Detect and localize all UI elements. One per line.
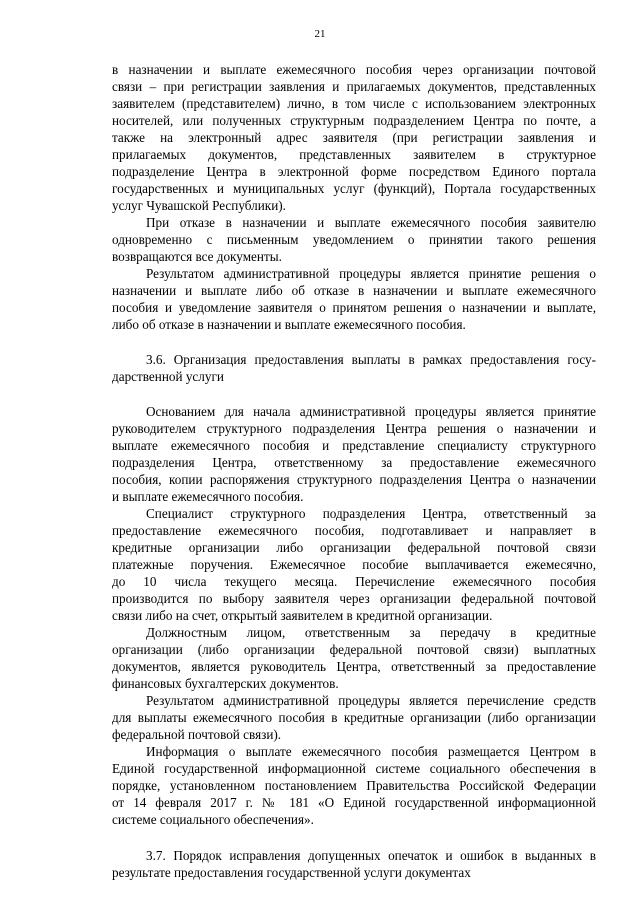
text-line: финансовых бухгалтерских документов. bbox=[112, 676, 339, 691]
paragraph-first-line: Основанием для начала административной процедуры является принятие bbox=[146, 404, 596, 419]
text-line: производится по выбору заявителя через организации федеральной почтовой bbox=[112, 591, 596, 606]
text-line: связи – при регистрации заявления и прилагаемых документов, представленных bbox=[112, 79, 596, 94]
text-line: руководителем структурного подразделения Центра решения о назначении и bbox=[112, 421, 596, 436]
text-line: организации (либо организации федеральной почтовой связи) выплатных bbox=[112, 642, 596, 657]
text-line: также на электронный адрес заявителя (при регистрации заявления и bbox=[112, 130, 596, 145]
section-heading-3-7: 3.7. Порядок исправления допущенных опечаток и ошибок в выданных в bbox=[146, 848, 596, 863]
text-line: для выплаты ежемесячного пособия в кредитные организации (либо организации bbox=[112, 710, 596, 725]
text-line: от 14 февраля 2017 г. № 181 «О Единой государственной информационной bbox=[112, 795, 596, 810]
page-number: 21 bbox=[314, 28, 326, 40]
text-line: и выплате ежемесячного пособия. bbox=[112, 489, 304, 504]
text-line: возвращаются все документы. bbox=[112, 249, 282, 264]
section-heading-3-6: 3.6. Организация предоставления выплаты в рамках предоставления госу- bbox=[146, 352, 596, 367]
section-heading-3-6-cont: дарственной услуги bbox=[112, 369, 224, 384]
paragraph-first-line: Результатом административной процедуры является перечисление средств bbox=[146, 693, 596, 708]
text-line: услуг Чувашской Республики). bbox=[112, 198, 286, 213]
text-line: государственных и муниципальных услуг (функций), Портала государственных bbox=[112, 181, 596, 196]
paragraph-first-line: Информация о выплате ежемесячного пособия размещается Центром в bbox=[146, 744, 596, 759]
text-line: до 10 числа текущего месяца. Перечисление ежемесячного пособия bbox=[112, 574, 596, 589]
paragraph-first-line: Должностным лицом, ответственным за передачу в кредитные bbox=[146, 625, 596, 640]
text-line: кредитные организации либо организации федеральной почтовой связи bbox=[112, 540, 596, 555]
text-line: пособия, копии распоряжения структурного подразделения Центра о назначении bbox=[112, 472, 596, 487]
text-line: носителей, или полученных структурным подразделением Центра по почте, а bbox=[112, 113, 596, 128]
section-heading-3-7-cont: результате предоставления государственной услуги документах bbox=[112, 865, 471, 880]
text-line: подразделения Центра, ответственному за предоставление ежемесячного bbox=[112, 455, 596, 470]
text-line: федеральной почтовой связи). bbox=[112, 727, 282, 742]
text-line: подразделение Центра в электронной форме посредством Единого портала bbox=[112, 164, 596, 179]
text-line: платежные поручения. Ежемесячное пособие выплачивается ежемесячно, bbox=[112, 557, 596, 572]
text-line: одновременно с письменным уведомлением о принятии такого решения bbox=[112, 232, 596, 247]
text-line: документов, является руководитель Центра, ответственный за предоставление bbox=[112, 659, 596, 674]
text-line: предоставление ежемесячного пособия, подготавливает и направляет в bbox=[112, 523, 596, 538]
text-line: системе социального обеспечения». bbox=[112, 812, 314, 827]
paragraph-first-line: Специалист структурного подразделения Центра, ответственный за bbox=[146, 506, 596, 521]
text-line: связи либо на счет, открытый заявителем в кредитной организации. bbox=[112, 608, 493, 623]
text-line: либо об отказе в назначении и выплате ежемесячного пособия. bbox=[112, 317, 466, 332]
paragraph-first-line: При отказе в назначении и выплате ежемесячного пособия заявителю bbox=[146, 215, 596, 230]
paragraph-first-line: Результатом административной процедуры является принятие решения о bbox=[146, 266, 596, 281]
text-line: Единой государственной информационной системе социального обеспечения в bbox=[112, 761, 596, 776]
text-line: в назначении и выплате ежемесячного пособия через организации почтовой bbox=[112, 62, 596, 77]
text-line: порядке, установленном постановлением Правительства Российской Федерации bbox=[112, 778, 596, 793]
text-line: пособия и уведомление заявителя о принятом решения о назначении и выплате, bbox=[112, 300, 596, 315]
text-line: заявителем (представителем) лично, в том числе с использованием электронных bbox=[112, 96, 596, 111]
text-line: назначении и выплате либо об отказе в назначении и выплате ежемесячного bbox=[112, 283, 596, 298]
text-line: выплате ежемесячного пособия и представление специалисту структурного bbox=[112, 438, 596, 453]
text-line: прилагаемых документов, представленных заявителем в структурное bbox=[112, 147, 596, 162]
